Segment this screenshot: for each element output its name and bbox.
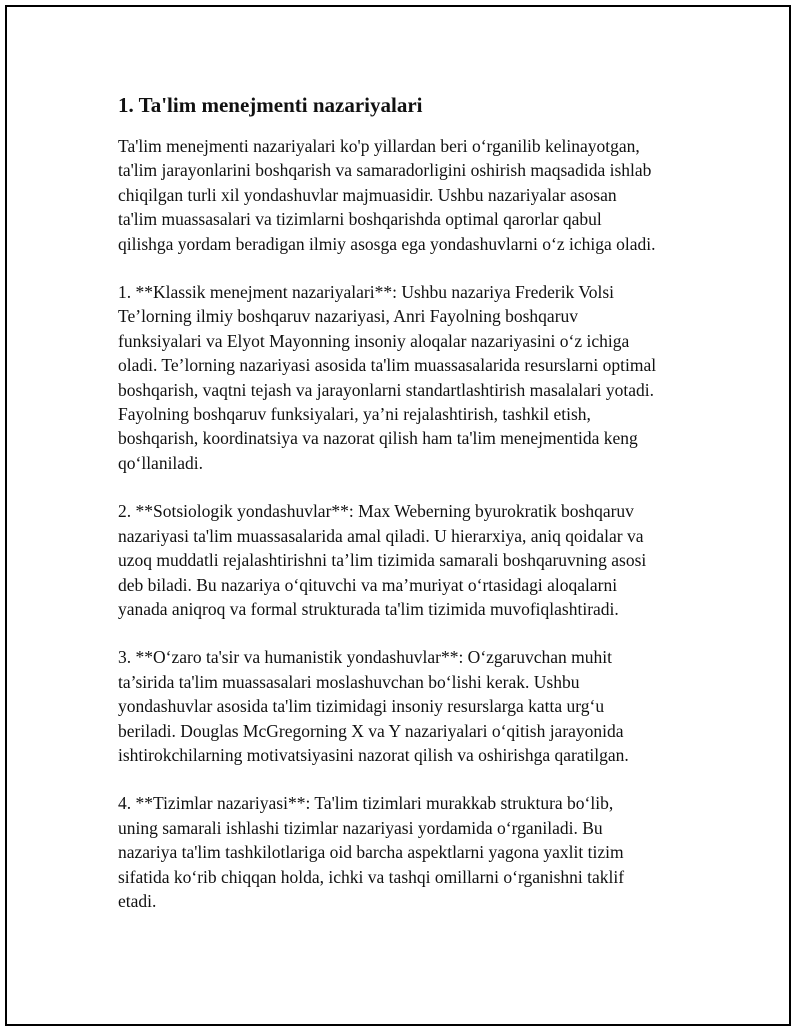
text-line: yanada aniqroq va formal strukturada ta'lim tizimida muvofiqlashtiradi. [118,598,619,619]
text-line: ta'lim muassasalari va tizimlarni boshqarishda optimal qarorlar qabul [118,209,602,230]
paragraph [118,280,698,475]
document-body [118,92,698,913]
text-line: uning samarali ishlashi tizimlar nazariyasi yordamida o‘rganiladi. Bu [118,817,603,838]
text-line: 3. **O‘zaro ta'sir va humanistik yondashuvlar**: O‘zgaruvchan muhit [118,647,612,668]
paragraph [118,134,698,256]
text-line: uzoq muddatli rejalashtirishni ta’lim tizimida samarali boshqaruvning asosi [118,550,647,571]
text-line: Ta'lim menejmenti nazariyalari ko'p yillardan beri o‘rganilib kelinayotgan, [118,136,640,156]
text-line: 2. **Sotsiologik yondashuvlar**: Max Weberning byurokratik boshqaruv [118,501,634,522]
text-line: qilishga yordam beradigan ilmiy asosga ega yondashuvlarni o‘z ichiga oladi. [118,233,656,254]
text-line: ta’sirida ta'lim muassasalari moslashuvchan bo‘lishi kerak. Ushbu [118,671,580,692]
text-line: nazariyasi ta'lim muassasalarida amal qiladi. U hierarxiya, aniq qoidalar va [118,525,644,546]
text-line: sifatida ko‘rib chiqqan holda, ichki va tashqi omillarni o‘rganishni taklif [118,866,625,887]
paragraph [118,499,698,621]
text-line: chiqilgan turli xil yondashuvlar majmuasidir. Ushbu nazariyalar asosan [118,184,617,205]
text-line: qo‘llaniladi. [118,452,204,473]
text-line: funksiyalari va Elyot Mayonning insoniy aloqalar nazariyasini o‘z ichiga [118,330,630,351]
text-line: 4. **Tizimlar nazariyasi**: Ta'lim tizimlari murakkab struktura bo‘lib, [118,793,614,814]
text-line: beriladi. Douglas McGregorning X va Y nazariyalari o‘qitish jarayonida [118,720,624,741]
document-title: 1. Ta'lim menejmenti nazariyalari [118,93,423,117]
text-line: ta'lim jarayonlarini boshqarish va samaradorligini oshirish maqsadida ishlab [118,160,652,181]
text-line: etadi. [118,890,157,911]
paragraph [118,791,698,913]
paragraph [118,645,698,767]
text-line: Te’lorning ilmiy boshqaruv nazariyasi, Anri Fayolning boshqaruv [118,306,579,327]
paragraph-list [118,134,698,913]
text-line: Fayolning boshqaruv funksiyalari, ya’ni rejalashtirish, tashkil etish, [118,404,591,425]
text-line: boshqarish, koordinatsiya va nazorat qilish ham ta'lim menejmentida keng [118,428,638,449]
text-line: yondashuvlar asosida ta'lim tizimidagi insoniy resurslarga katta urg‘u [118,696,605,717]
text-line: boshqarish, vaqtni tejash va jarayonlarni standartlashtirish masalalari yotadi. [118,379,655,400]
text-line: nazariya ta'lim tashkilotlariga oid barcha aspektlarni yagona yaxlit tizim [118,842,624,863]
text-line: ishtirokchilarning motivatsiyasini nazorat qilish va oshirishga qaratilgan. [118,744,629,765]
text-line: deb biladi. Bu nazariya o‘qituvchi va ma’muriyat o‘rtasidagi aloqalarni [118,574,618,595]
text-line: oladi. Te’lorning nazariyasi asosida ta'lim muassasalarida resurslarni optimal [118,355,657,376]
text-line: 1. **Klassik menejment nazariyalari**: Ushbu nazariya Frederik Volsi [118,282,615,303]
